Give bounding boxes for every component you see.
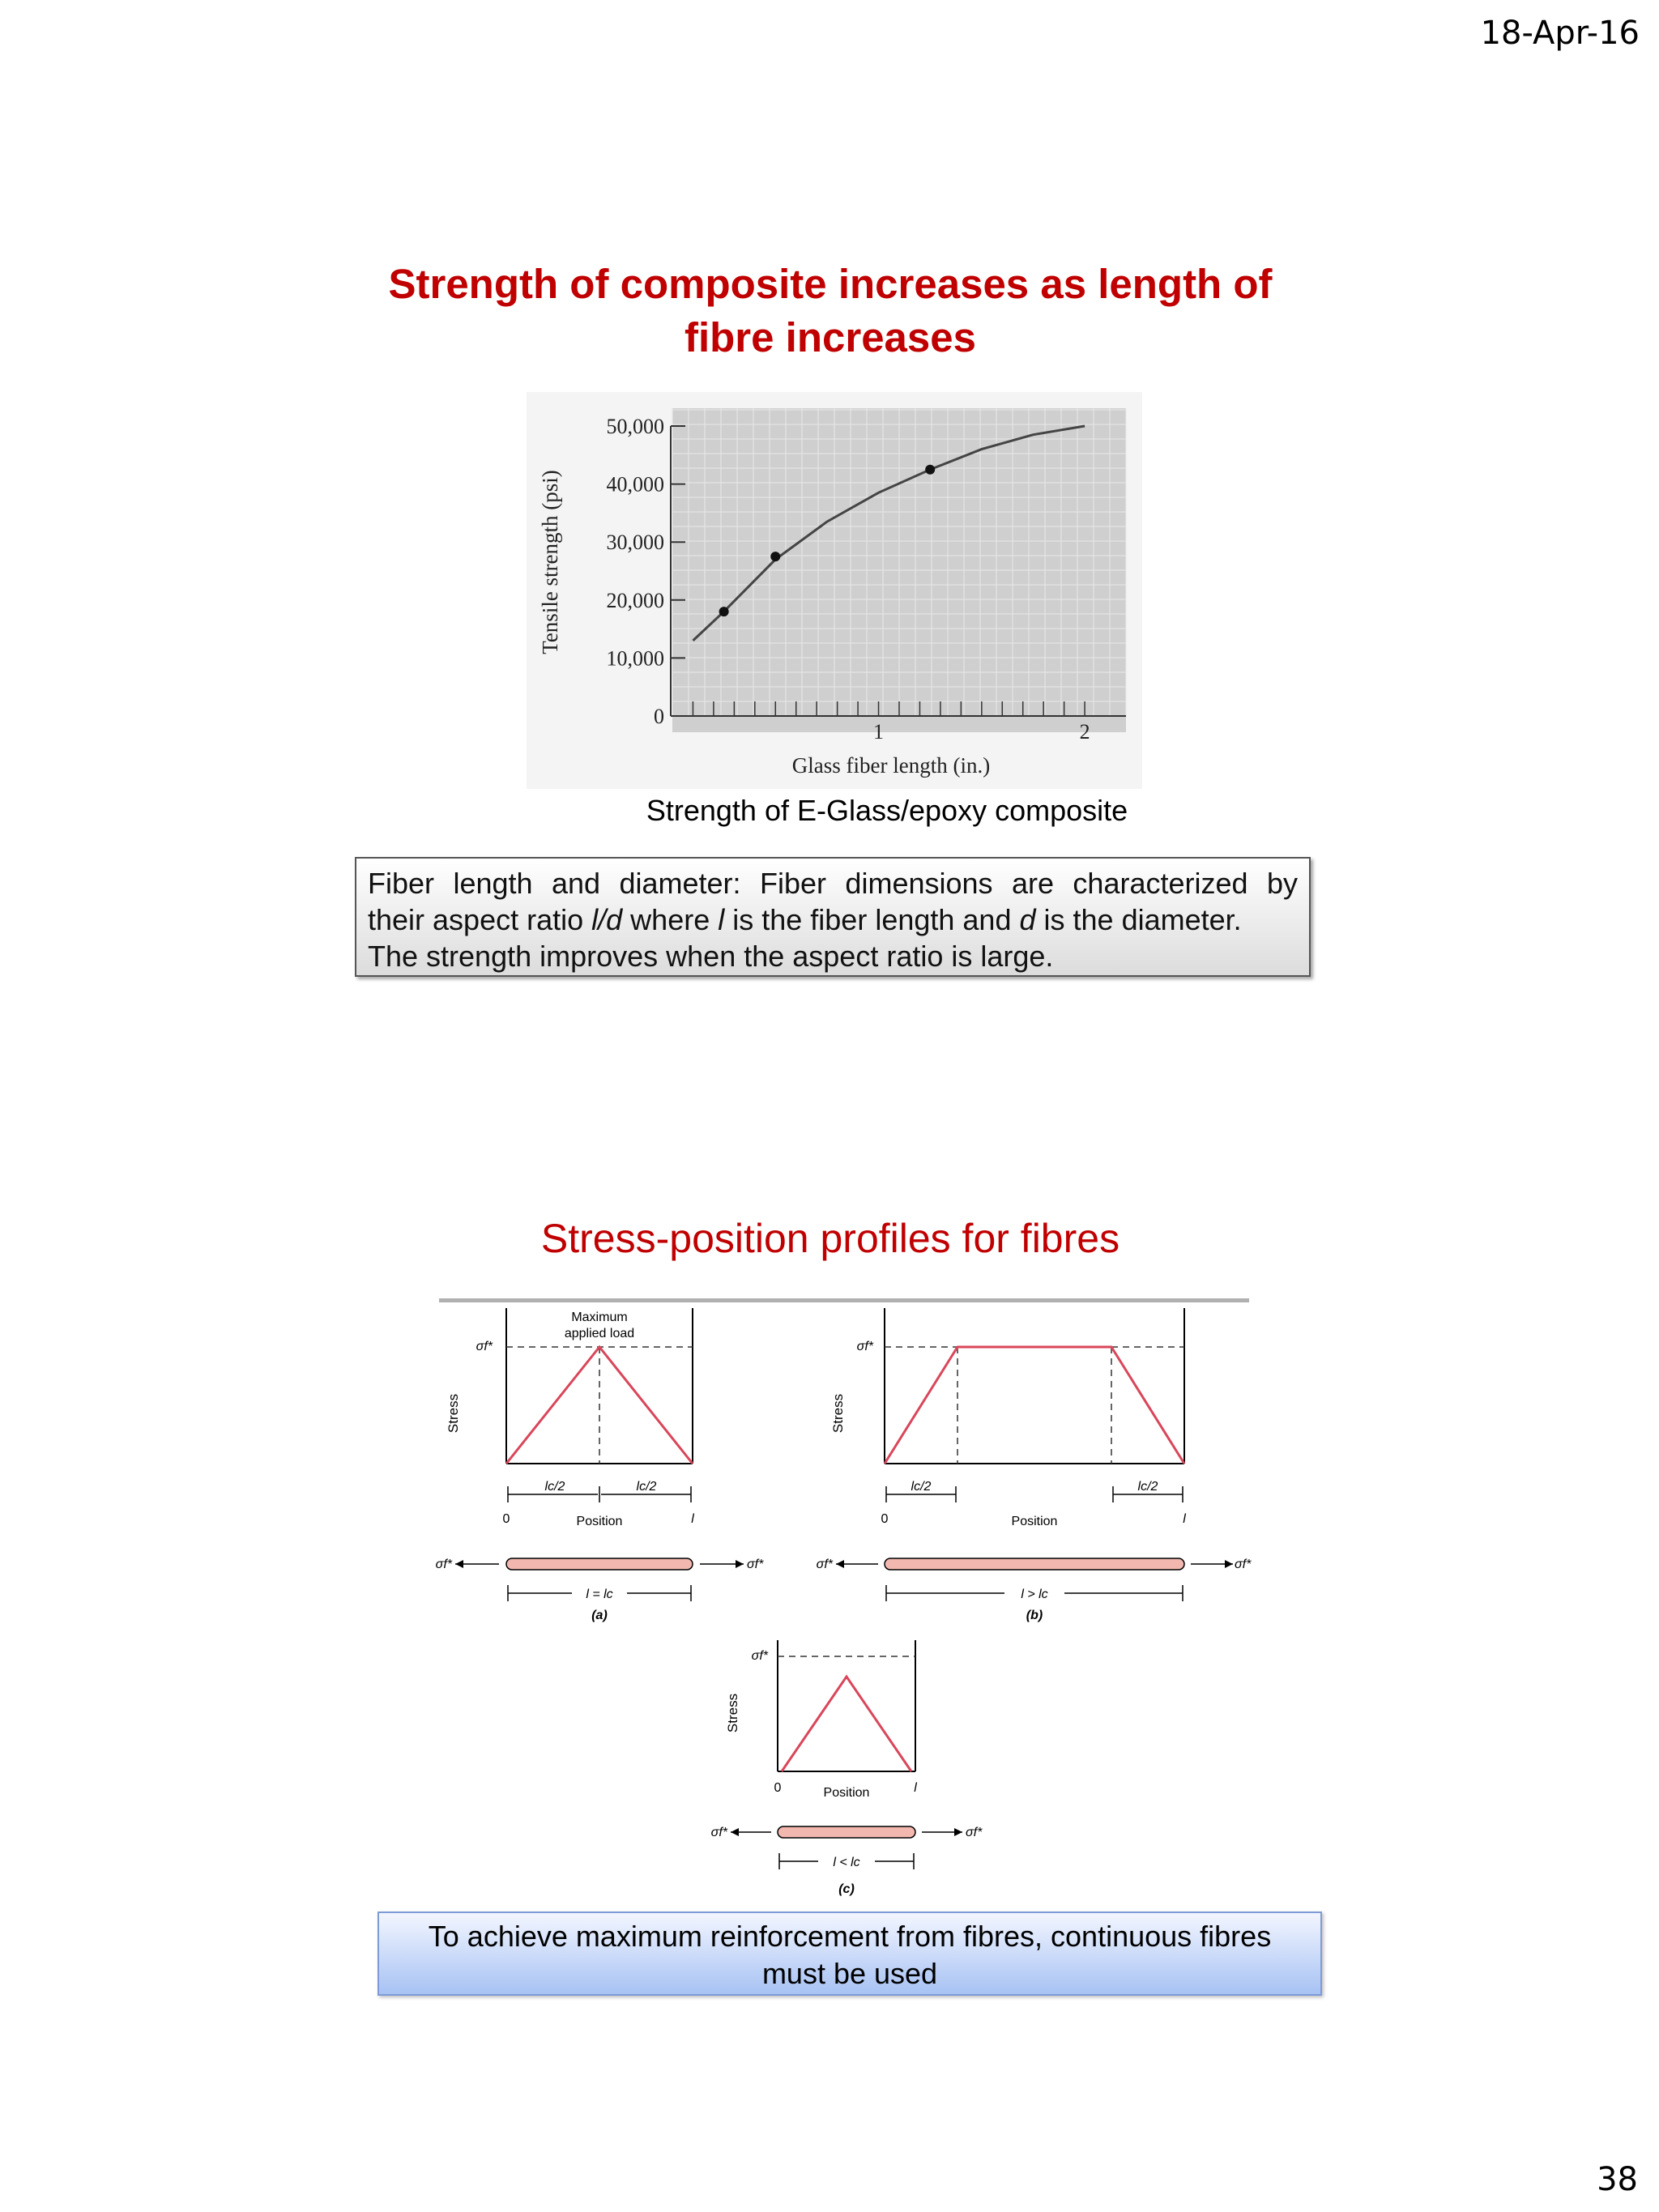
top-rule	[439, 1298, 1249, 1302]
a-sigma-label: σf*	[476, 1340, 493, 1353]
b-left-sigma: σf*	[816, 1558, 833, 1571]
a-right-sigma: σf*	[747, 1558, 764, 1571]
a-lc-half-1: lc/2	[544, 1480, 565, 1494]
x-tick-label: 2	[1079, 720, 1090, 744]
info-line-2	[368, 901, 1298, 938]
diagram-c	[711, 1640, 983, 1896]
info-line-1: Fiber length and diameter: Fiber dimensions are characterized by	[368, 867, 1298, 900]
a-label: (a)	[591, 1609, 608, 1622]
b-sigma-label: σf*	[856, 1340, 873, 1353]
diagram-a	[436, 1308, 764, 1622]
a-stress-label: Stress	[446, 1393, 461, 1434]
diagram-b	[817, 1308, 1252, 1622]
b-label: (b)	[1026, 1609, 1043, 1622]
c-left-arrowhead	[731, 1828, 739, 1836]
c-zero: 0	[774, 1781, 782, 1795]
a-position-label: Position	[576, 1515, 623, 1528]
b-stress-profile	[885, 1347, 1184, 1464]
data-point	[719, 607, 729, 616]
info-italic: l	[718, 903, 725, 936]
a-condition: l = lc	[586, 1588, 613, 1601]
c-sigma-label: σf*	[751, 1649, 768, 1663]
conclusion-line-1: To achieve maximum reinforcement from fibres, continuous fibres	[428, 1920, 1272, 1953]
b-fibre	[885, 1558, 1184, 1570]
c-right-arrowhead	[954, 1828, 962, 1836]
x-axis-label: Glass fiber length (in.)	[791, 753, 991, 778]
info-italic: l/d	[591, 903, 623, 936]
stress-position-diagrams	[421, 1292, 1264, 1907]
conclusion-box	[377, 1912, 1322, 1996]
x-tick-label: 1	[873, 720, 885, 744]
a-right-arrowhead	[736, 1560, 744, 1568]
b-right-arrowhead	[1225, 1560, 1233, 1568]
c-left-sigma: σf*	[710, 1826, 727, 1839]
c-condition: l < lc	[833, 1856, 860, 1869]
max-load-line2: applied load	[564, 1327, 635, 1340]
info-italic: d	[1019, 903, 1036, 936]
c-stress-profile	[782, 1677, 911, 1771]
title-line-1: Strength of composite increases as length of	[388, 261, 1273, 307]
b-lc-half-1: lc/2	[911, 1480, 932, 1494]
a-l: l	[691, 1512, 694, 1526]
section-title-strength	[292, 258, 1369, 364]
max-load-line1: Maximum	[571, 1311, 628, 1324]
c-position-label: Position	[823, 1786, 870, 1800]
info-text: is the fiber length and	[724, 903, 1020, 936]
y-tick-label: 30,000	[606, 531, 664, 555]
b-left-arrowhead	[836, 1560, 844, 1568]
conclusion-line-2: must be used	[761, 1957, 938, 1990]
y-tick-label: 40,000	[606, 472, 664, 497]
b-position-label: Position	[1011, 1515, 1058, 1528]
tensile-strength-chart	[527, 392, 1142, 789]
y-tick-label: 20,000	[606, 588, 664, 612]
c-stress-label: Stress	[725, 1693, 740, 1733]
c-fibre	[778, 1826, 915, 1838]
b-right-sigma: σf*	[1235, 1558, 1252, 1571]
b-lc-half-2: lc/2	[1137, 1480, 1158, 1494]
info-text: their aspect ratio	[368, 903, 592, 936]
b-zero: 0	[881, 1512, 889, 1526]
y-tick-label: 0	[654, 705, 664, 728]
info-text: where	[622, 903, 719, 936]
c-l: l	[914, 1781, 917, 1795]
c-right-sigma: σf*	[966, 1826, 983, 1839]
y-tick-label: 10,000	[606, 646, 664, 671]
b-l: l	[1183, 1512, 1186, 1526]
a-left-arrowhead	[455, 1560, 463, 1568]
y-axis-label: Tensile strength (psi)	[538, 470, 562, 654]
a-lc-half-2: lc/2	[636, 1480, 657, 1494]
b-stress-label: Stress	[830, 1393, 846, 1434]
fiber-info-box	[355, 857, 1311, 977]
data-point	[770, 552, 780, 561]
a-left-sigma: σf*	[435, 1558, 452, 1571]
section-title-stress-profiles: Stress-position profiles for fibres	[540, 1216, 1120, 1261]
y-tick-label: 50,000	[606, 415, 664, 438]
b-condition: l > lc	[1021, 1588, 1048, 1601]
page-number: 38	[1597, 2161, 1638, 2198]
date-label: 18-Apr-16	[1480, 15, 1640, 52]
a-fibre	[506, 1558, 693, 1570]
info-text: is the diameter.	[1035, 903, 1242, 936]
title-line-2: fibre increases	[684, 314, 977, 360]
chart-caption: Strength of E-Glass/epoxy composite	[646, 794, 1128, 827]
c-label: (c)	[838, 1882, 855, 1896]
data-point	[925, 465, 935, 475]
a-zero: 0	[502, 1512, 510, 1526]
info-line-3: The strength improves when the aspect ratio is large.	[368, 940, 1054, 973]
